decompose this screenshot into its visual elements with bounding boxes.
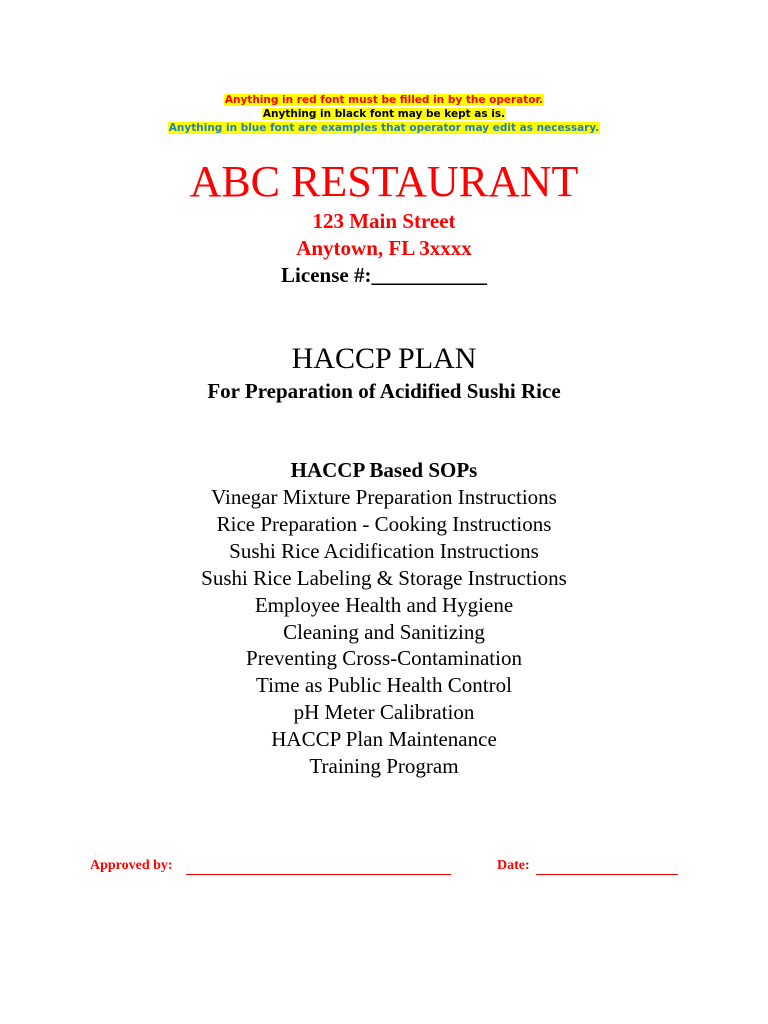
restaurant-street: 123 Main Street [312, 209, 456, 233]
plan-subtitle: For Preparation of Acidified Sushi Rice [207, 379, 561, 403]
restaurant-city: Anytown, FL 3xxxx [296, 236, 472, 260]
sop-list [0, 484, 768, 780]
restaurant-name: ABC RESTAURANT [189, 157, 579, 206]
plan-title: HACCP PLAN [291, 342, 477, 375]
sop-item: pH Meter Calibration [293, 700, 475, 725]
note-black: Anything in black font may be kept as is. [262, 108, 506, 120]
sop-item: Employee Health and Hygiene [254, 592, 514, 617]
note-blue: Anything in blue font are examples that operator may edit as necessary. [168, 122, 600, 134]
license-number: License #:___________ [281, 263, 487, 287]
approved-by-label: Approved by: [90, 858, 173, 873]
approval-footer [0, 858, 768, 878]
note-red: Anything in red font must be filled in by the operator. [224, 94, 544, 106]
sop-item: Cleaning and Sanitizing [283, 619, 485, 644]
sop-item: Vinegar Mixture Preparation Instructions [211, 485, 557, 509]
sop-item: Preventing Cross-Contamination [246, 646, 522, 671]
sop-item: Training Program [309, 754, 459, 779]
instruction-notes [0, 93, 768, 135]
sop-item: Rice Preparation - Cooking Instructions [216, 511, 552, 536]
sop-item: HACCP Plan Maintenance [271, 727, 497, 752]
date-line[interactable] [536, 874, 678, 875]
sop-item: Sushi Rice Acidification Instructions [229, 538, 539, 563]
date-label: Date: [497, 858, 530, 873]
sop-item: Time as Public Health Control [256, 673, 512, 698]
sop-heading: HACCP Based SOPs [290, 458, 478, 482]
sop-item: Sushi Rice Labeling & Storage Instructions [201, 565, 567, 590]
approved-by-signature-line[interactable] [186, 874, 451, 875]
